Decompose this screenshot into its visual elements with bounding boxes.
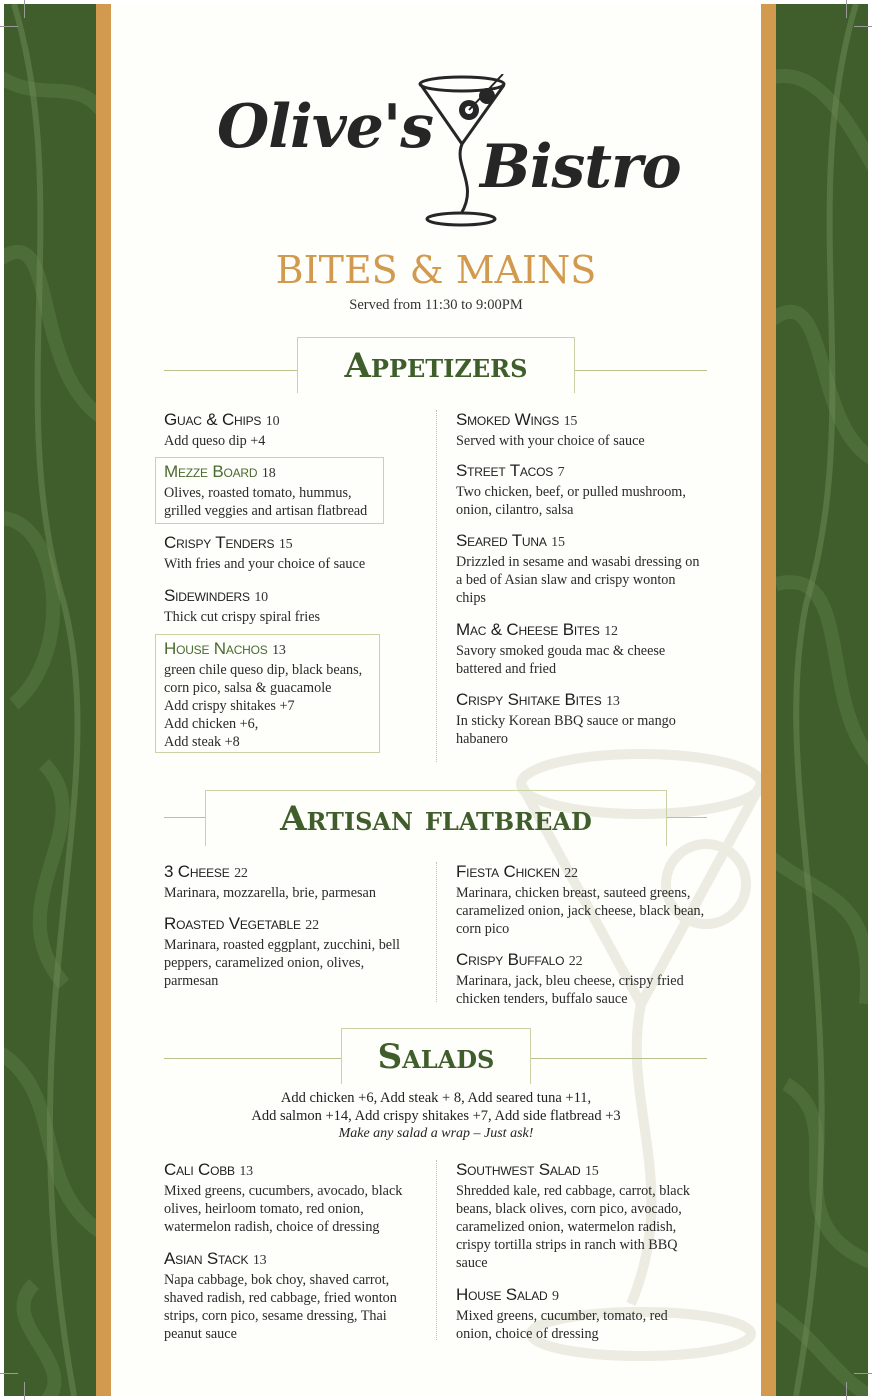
item-name: House Salad 9 <box>456 1285 559 1304</box>
menu-item <box>164 586 414 626</box>
item-price: 18 <box>261 466 276 481</box>
item-name: Crispy Tenders 15 <box>164 533 293 552</box>
addons-line: Add chicken +6, Add steak + 8, Add seared tuna +11, <box>280 1090 592 1106</box>
right-decorative-panel <box>776 4 868 1396</box>
menu-item-featured <box>155 457 384 524</box>
item-price: 10 <box>254 590 268 605</box>
logo-word-olives: Olive's <box>217 92 434 162</box>
item-description: Mixed greens, cucumbers, avocado, black olives, heirloom tomato, red onion, watermelon radish, choice of dressing <box>164 1183 403 1235</box>
item-name: Roasted Vegetable 22 <box>164 914 319 933</box>
item-price: 13 <box>272 643 286 658</box>
item-description: Marinara, mozzarella, brie, parmesan <box>164 885 376 901</box>
item-description: Served with your choice of sauce <box>456 433 645 449</box>
item-description: Mixed greens, cucumber, tomato, red onion, choice of dressing <box>456 1308 668 1342</box>
menu-item <box>164 1249 414 1343</box>
swirl-pattern-left <box>4 4 96 1396</box>
menu-item <box>456 410 706 450</box>
item-name: Mezze Board 18 <box>164 462 276 481</box>
menu-item <box>456 950 706 1008</box>
menu-item <box>456 620 706 678</box>
item-price: 13 <box>239 1164 253 1179</box>
column-divider <box>436 1160 437 1340</box>
section-rule <box>531 1058 707 1059</box>
item-description: Napa cabbage, bok choy, shaved carrot, shaved radish, red cabbage, fried wonton strips, corn pico, sesame dressing, Thai peanut sauce <box>164 1272 397 1342</box>
section-rule <box>575 370 707 371</box>
crop-mark <box>24 0 25 18</box>
menu-item <box>164 862 414 902</box>
menu-item <box>456 461 706 519</box>
gold-border-left <box>96 4 111 1396</box>
item-name: Seared Tuna 15 <box>456 531 565 550</box>
menu-item <box>456 1285 706 1343</box>
crop-mark <box>0 1373 18 1374</box>
item-name: Sidewinders 10 <box>164 586 268 605</box>
item-description: Marinara, jack, bleu cheese, crispy fried chicken tenders, buffalo sauce <box>456 973 684 1007</box>
item-description: Savory smoked gouda mac & cheese battered and fried <box>456 643 666 677</box>
logo-word-bistro: Bistro <box>480 132 681 202</box>
crop-mark <box>854 1373 872 1374</box>
menu-item <box>164 914 414 990</box>
menu-item <box>164 533 414 573</box>
item-extra: Add crispy shitakes +7 <box>164 698 295 714</box>
section-heading-appetizers: Appetizers <box>297 337 575 393</box>
item-description: Thick cut crispy spiral fries <box>164 609 321 625</box>
column-divider <box>436 862 437 1002</box>
section-rule <box>164 370 297 371</box>
bistro-logo <box>212 70 681 230</box>
item-name: 3 Cheese 22 <box>164 862 248 881</box>
addons-line: Add salmon +14, Add crispy shitakes +7, Add side flatbread +3 <box>251 1108 621 1124</box>
item-price: 15 <box>278 537 293 552</box>
item-price: 22 <box>568 954 583 969</box>
item-name: Smoked Wings 15 <box>456 410 578 429</box>
item-price: 22 <box>305 918 319 933</box>
item-extra: Add steak +8 <box>164 734 240 750</box>
item-name: Street Tacos 7 <box>456 461 565 480</box>
item-description: green chile queso dip, black beans, corn pico, salsa & guacamole <box>164 662 363 696</box>
item-price: 15 <box>584 1164 599 1179</box>
item-price: 13 <box>606 694 620 709</box>
item-name: Mac & Cheese Bites 12 <box>456 620 618 639</box>
item-name: Southwest Salad 15 <box>456 1160 599 1179</box>
menu-title: BITES & MAINS <box>275 248 597 292</box>
item-description: Drizzled in sesame and wasabi dressing on a bed of Asian slaw and crispy wonton chips <box>456 554 700 606</box>
item-description: Add queso dip +4 <box>164 433 266 449</box>
item-name: Crispy Buffalo 22 <box>456 950 583 969</box>
menu-item <box>456 690 706 748</box>
item-description: Shredded kale, red cabbage, carrot, black beans, black olives, corn pico, avocado, caramelized onion, watermelon radish, crispy tortilla strips in ranch with BBQ sauce <box>456 1183 690 1271</box>
item-price: 7 <box>557 465 565 480</box>
swirl-pattern-right <box>776 4 868 1396</box>
item-name: Fiesta Chicken 22 <box>456 862 578 881</box>
item-description: Olives, roasted tomato, hummus, grilled veggies and artisan flatbread <box>164 485 368 519</box>
section-heading-salads: Salads <box>341 1028 531 1084</box>
crop-mark <box>0 26 18 27</box>
crop-mark <box>24 1382 25 1400</box>
menu-item <box>164 1160 414 1236</box>
item-name: Asian Stack 13 <box>164 1249 267 1268</box>
item-price: 10 <box>265 414 280 429</box>
item-description: In sticky Korean BBQ sauce or mango habanero <box>456 713 676 747</box>
crop-mark <box>854 26 872 27</box>
item-price: 9 <box>552 1289 559 1304</box>
gold-border-right <box>761 4 776 1396</box>
item-name: House Nachos 13 <box>164 639 286 658</box>
item-price: 13 <box>252 1253 267 1268</box>
menu-item <box>456 531 706 607</box>
item-description: Marinara, roasted eggplant, zucchini, bell peppers, caramelized onion, olives, parmesan <box>164 937 400 989</box>
wrap-note: Make any salad a wrap – Just ask! <box>338 1126 534 1141</box>
item-description: With fries and your choice of sauce <box>164 556 366 572</box>
crop-mark <box>846 0 847 18</box>
item-price: 15 <box>563 414 578 429</box>
item-description: Two chicken, beef, or pulled mushroom, onion, cilantro, salsa <box>456 484 686 518</box>
item-price: 22 <box>234 866 248 881</box>
crop-mark <box>846 1382 847 1400</box>
item-name: Cali Cobb 13 <box>164 1160 253 1179</box>
left-decorative-panel <box>4 4 96 1396</box>
served-hours: Served from 11:30 to 9:00PM <box>349 297 523 313</box>
item-name: Guac & Chips 10 <box>164 410 280 429</box>
salad-addons <box>111 1089 761 1143</box>
item-name: Crispy Shitake Bites 13 <box>456 690 620 709</box>
menu-item <box>456 1160 706 1272</box>
menu-item-featured <box>155 634 380 753</box>
section-heading-flatbread: Artisan flatbread <box>205 790 667 846</box>
item-price: 15 <box>551 535 565 550</box>
item-extra: Add chicken +6, <box>164 716 259 732</box>
menu-item <box>456 862 706 938</box>
item-price: 12 <box>604 624 618 639</box>
item-price: 22 <box>564 866 578 881</box>
column-divider <box>436 410 437 762</box>
section-rule <box>164 817 205 818</box>
menu-item <box>164 410 414 450</box>
section-rule <box>667 817 707 818</box>
section-rule <box>164 1058 341 1059</box>
item-description: Marinara, chicken breast, sauteed greens, caramelized onion, jack cheese, black bean, corn pico <box>456 885 705 937</box>
